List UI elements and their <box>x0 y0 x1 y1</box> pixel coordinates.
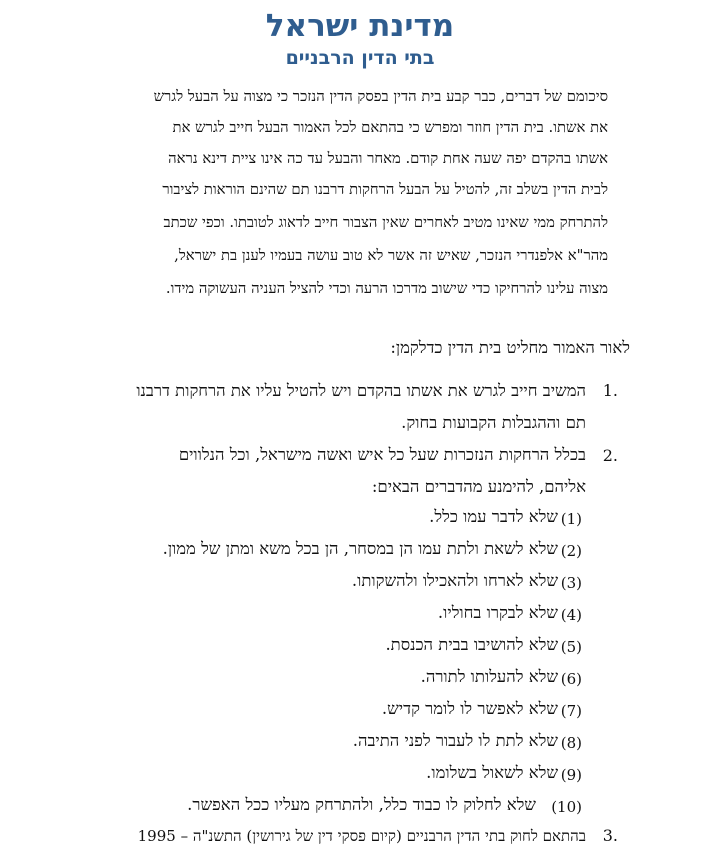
summary-line: מהר"א אלפנדרי הנזכר, שאיש זה אשר לא טוב עושה בעמיו לענן בת ישראל, <box>174 247 608 264</box>
sub-item-number: (10) <box>551 798 582 816</box>
sub-item-number: (5) <box>560 638 582 656</box>
item-text: בכלל הרחקות הנזכרות שעל כל איש ואשה מישראל, וכל הנלווים <box>178 445 586 464</box>
page-title: מדינת ישראל <box>265 8 455 44</box>
summary-line: מצוה עלינו להרחיקו כדי שישוב מדרכו הרעה וכדי להציל העניה העשוקה מידו. <box>165 280 608 297</box>
sub-item-text: שלא לחלוק לו כבוד כלל, ולהתרחק מעליו ככל האפשר. <box>187 795 536 814</box>
decision-heading: לאור האמור מחליט בית הדין כדלקמן: <box>390 338 630 357</box>
sub-item-text: שלא לאפשר לו לומר קדיש. <box>381 699 558 718</box>
sub-item-number: (8) <box>560 734 582 752</box>
summary-line: לבית הדין בשלב זה, להטיל על הבעל הרחקות דרבנו תם שהינם הוראות לציבור <box>162 181 608 198</box>
sub-item-text: שלא לשאול בשלומו. <box>426 763 558 782</box>
sub-item-text: שלא להושיבו בבית הכנסת. <box>385 635 558 654</box>
item-text: אליהם, להימנע מהדברים הבאים: <box>371 477 586 496</box>
sub-item-number: (4) <box>560 606 582 624</box>
summary-line: את אשתו. בית הדין חוזר ומפרש כי בהתאם לכל האמור הבעל חייב לגרש את <box>172 119 608 136</box>
sub-item-number: (2) <box>560 542 582 560</box>
item-number: 2. <box>602 446 618 465</box>
page-subtitle: בתי הדין הרבניים <box>285 47 435 69</box>
item-number: 1. <box>602 381 618 400</box>
summary-line: סיכומם של דברים, כבר קבע בית הדין בפסק הדין הנזכר כי מצוה על הבעל לגרש <box>153 88 608 105</box>
sub-item-number: (1) <box>560 510 582 528</box>
sub-item-text: שלא לשאת ולתת עמו הן במסחר, הן בכל משא ומתן של ממון. <box>162 539 558 558</box>
item-number: 3. <box>602 826 618 845</box>
sub-item-text: שלא לבקרו בחוליו. <box>437 603 558 622</box>
item-text: המשיב חייב לגרש את אשתו בהקדם ויש להטיל עליו את הרחקות דרבנו <box>136 381 586 400</box>
sub-item-number: (9) <box>560 766 582 784</box>
sub-item-text: שלא לתת לו לעבור לפני התיבה. <box>352 731 558 750</box>
summary-line: אשתו בהקדם יפה שעה אחת קודם. מאחר והבעל עד כה אינו ציית דינא נראה <box>168 150 608 167</box>
summary-line: להתרחק ממי שאינו מטיב לאחרים שאין הצבור חייב לדאוג לטובתו. וכפי שכתב <box>163 214 608 231</box>
item-text: בהתאם לחוק בתי הדין הרבניים (קיום פסקי דין של גירושין) התשנ"ה – 1995 <box>137 827 586 845</box>
sub-item-number: (3) <box>560 574 582 592</box>
sub-item-text: שלא להעלותו לתורה. <box>420 667 558 686</box>
item-text: תם וההגבלות הקבועות בחוק. <box>401 413 586 432</box>
sub-item-text: שלא לדבר עמו כלל. <box>429 507 558 526</box>
sub-item-number: (6) <box>560 670 582 688</box>
sub-item-number: (7) <box>560 702 582 720</box>
sub-item-text: שלא לארחו ולהאכילו ולהשקותו. <box>351 571 558 590</box>
